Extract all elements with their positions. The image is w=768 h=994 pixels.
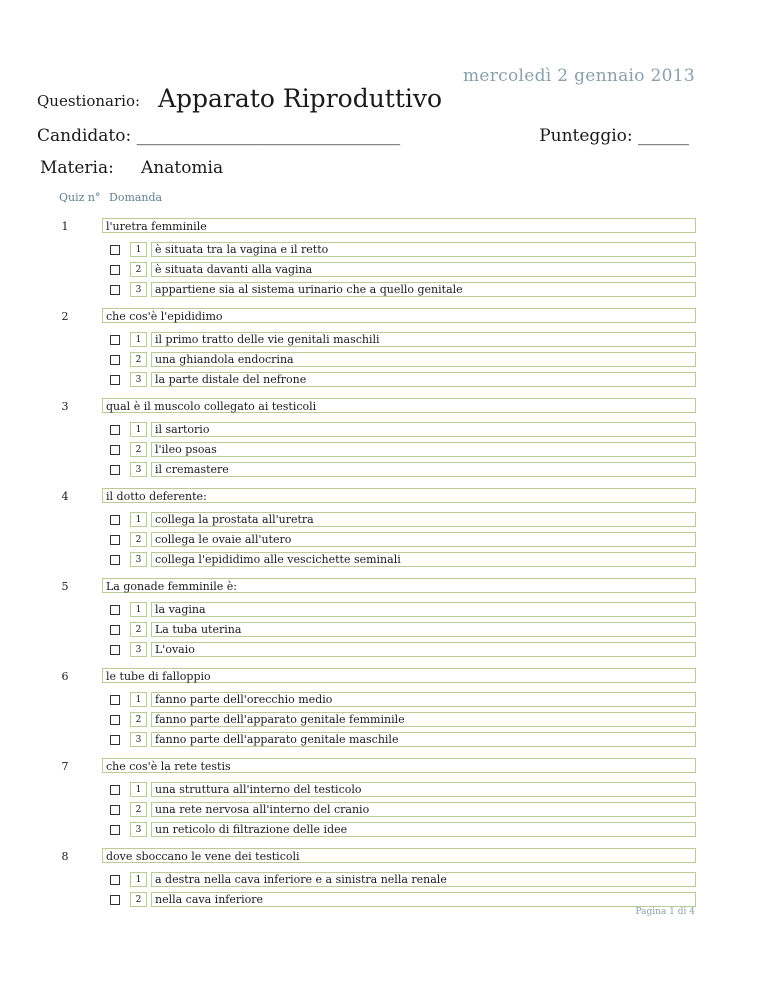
answer-text: è situata tra la vagina e il retto <box>151 242 696 257</box>
page-footer: Pagina 1 di 4 <box>635 907 695 917</box>
answer-number: 2 <box>130 352 147 367</box>
answer-checkbox[interactable] <box>110 625 120 635</box>
question-text: il dotto deferente: <box>102 488 696 503</box>
answer-checkbox[interactable] <box>110 285 120 295</box>
answer-checkbox[interactable] <box>110 515 120 525</box>
question-text: qual è il muscolo collegato ai testicoli <box>102 398 696 413</box>
answer-checkbox[interactable] <box>110 695 120 705</box>
answer-text: la parte distale del nefrone <box>151 372 696 387</box>
question-number: 3 <box>61 400 69 413</box>
question-text: l'uretra femminile <box>102 218 696 233</box>
question-text: che cos'è la rete testis <box>102 758 696 773</box>
answer-number: 1 <box>130 422 147 437</box>
answer-text: un reticolo di filtrazione delle idee <box>151 822 696 837</box>
answer-checkbox[interactable] <box>110 265 120 275</box>
answer-number: 3 <box>130 822 147 837</box>
answer-checkbox[interactable] <box>110 895 120 905</box>
answer-number: 2 <box>130 532 147 547</box>
answer-number: 1 <box>130 512 147 527</box>
answer-number: 1 <box>130 872 147 887</box>
answer-text: una ghiandola endocrina <box>151 352 696 367</box>
answer-text: il primo tratto delle vie genitali maschili <box>151 332 696 347</box>
question-number: 6 <box>61 670 69 683</box>
answer-checkbox[interactable] <box>110 805 120 815</box>
answer-text: nella cava inferiore <box>151 892 696 907</box>
answer-number: 1 <box>130 242 147 257</box>
column-headers <box>59 191 167 204</box>
answer-text: il cremastere <box>151 462 696 477</box>
answer-number: 3 <box>130 642 147 657</box>
question-text: che cos'è l'epididimo <box>102 308 696 323</box>
answer-number: 3 <box>130 282 147 297</box>
candidate-field: Candidato: _______________________________ <box>37 126 401 146</box>
answer-number: 1 <box>130 782 147 797</box>
answer-text: fanno parte dell'orecchio medio <box>151 692 696 707</box>
questionnaire-label: Questionario: <box>37 92 141 110</box>
column-question: Domanda <box>109 191 163 204</box>
answer-checkbox[interactable] <box>110 425 120 435</box>
answer-checkbox[interactable] <box>110 715 120 725</box>
question-text: le tube di falloppio <box>102 668 696 683</box>
score-field: Punteggio: ______ <box>539 126 689 146</box>
answer-number: 3 <box>130 552 147 567</box>
answer-number: 3 <box>130 372 147 387</box>
answer-text: appartiene sia al sistema urinario che a quello genitale <box>151 282 696 297</box>
answer-number: 2 <box>130 712 147 727</box>
answer-checkbox[interactable] <box>110 245 120 255</box>
header-date: mercoledì 2 gennaio 2013 <box>462 66 695 86</box>
answer-text: l'ileo psoas <box>151 442 696 457</box>
answer-text: L'ovaio <box>151 642 696 657</box>
question-number: 1 <box>61 220 69 233</box>
answer-checkbox[interactable] <box>110 645 120 655</box>
answer-text: fanno parte dell'apparato genitale maschile <box>151 732 696 747</box>
question-number: 2 <box>61 310 69 323</box>
answer-number: 1 <box>130 332 147 347</box>
answer-text: la vagina <box>151 602 696 617</box>
answer-text: una struttura all'interno del testicolo <box>151 782 696 797</box>
question-number: 4 <box>61 490 69 503</box>
answer-checkbox[interactable] <box>110 785 120 795</box>
answer-checkbox[interactable] <box>110 605 120 615</box>
answer-checkbox[interactable] <box>110 355 120 365</box>
answer-checkbox[interactable] <box>110 335 120 345</box>
answer-number: 2 <box>130 262 147 277</box>
answer-number: 1 <box>130 692 147 707</box>
answer-text: collega le ovaie all'utero <box>151 532 696 547</box>
answer-text: collega la prostata all'uretra <box>151 512 696 527</box>
answer-text: collega l'epididimo alle vescichette seminali <box>151 552 696 567</box>
answer-number: 3 <box>130 732 147 747</box>
answer-number: 2 <box>130 892 147 907</box>
answer-number: 3 <box>130 462 147 477</box>
answer-checkbox[interactable] <box>110 465 120 475</box>
question-number: 8 <box>61 850 69 863</box>
answer-checkbox[interactable] <box>110 825 120 835</box>
answer-text: una rete nervosa all'interno del cranio <box>151 802 696 817</box>
answer-checkbox[interactable] <box>110 555 120 565</box>
answer-text: è situata davanti alla vagina <box>151 262 696 277</box>
answer-number: 1 <box>130 602 147 617</box>
answer-checkbox[interactable] <box>110 875 120 885</box>
answer-text: a destra nella cava inferiore e a sinistra nella renale <box>151 872 696 887</box>
answer-text: La tuba uterina <box>151 622 696 637</box>
subject-value: Anatomia <box>141 158 224 178</box>
answer-number: 2 <box>130 802 147 817</box>
answer-checkbox[interactable] <box>110 375 120 385</box>
question-text: dove sboccano le vene dei testicoli <box>102 848 696 863</box>
question-text: La gonade femminile è: <box>102 578 696 593</box>
page-title: Apparato Riproduttivo <box>158 84 443 113</box>
answer-checkbox[interactable] <box>110 445 120 455</box>
answer-number: 2 <box>130 442 147 457</box>
question-number: 5 <box>61 580 69 593</box>
answer-checkbox[interactable] <box>110 735 120 745</box>
answer-text: fanno parte dell'apparato genitale femminile <box>151 712 696 727</box>
subject-label: Materia: <box>40 158 114 178</box>
answer-checkbox[interactable] <box>110 535 120 545</box>
column-quiz: Quiz n° <box>59 191 101 204</box>
question-number: 7 <box>61 760 69 773</box>
answer-number: 2 <box>130 622 147 637</box>
answer-text: il sartorio <box>151 422 696 437</box>
